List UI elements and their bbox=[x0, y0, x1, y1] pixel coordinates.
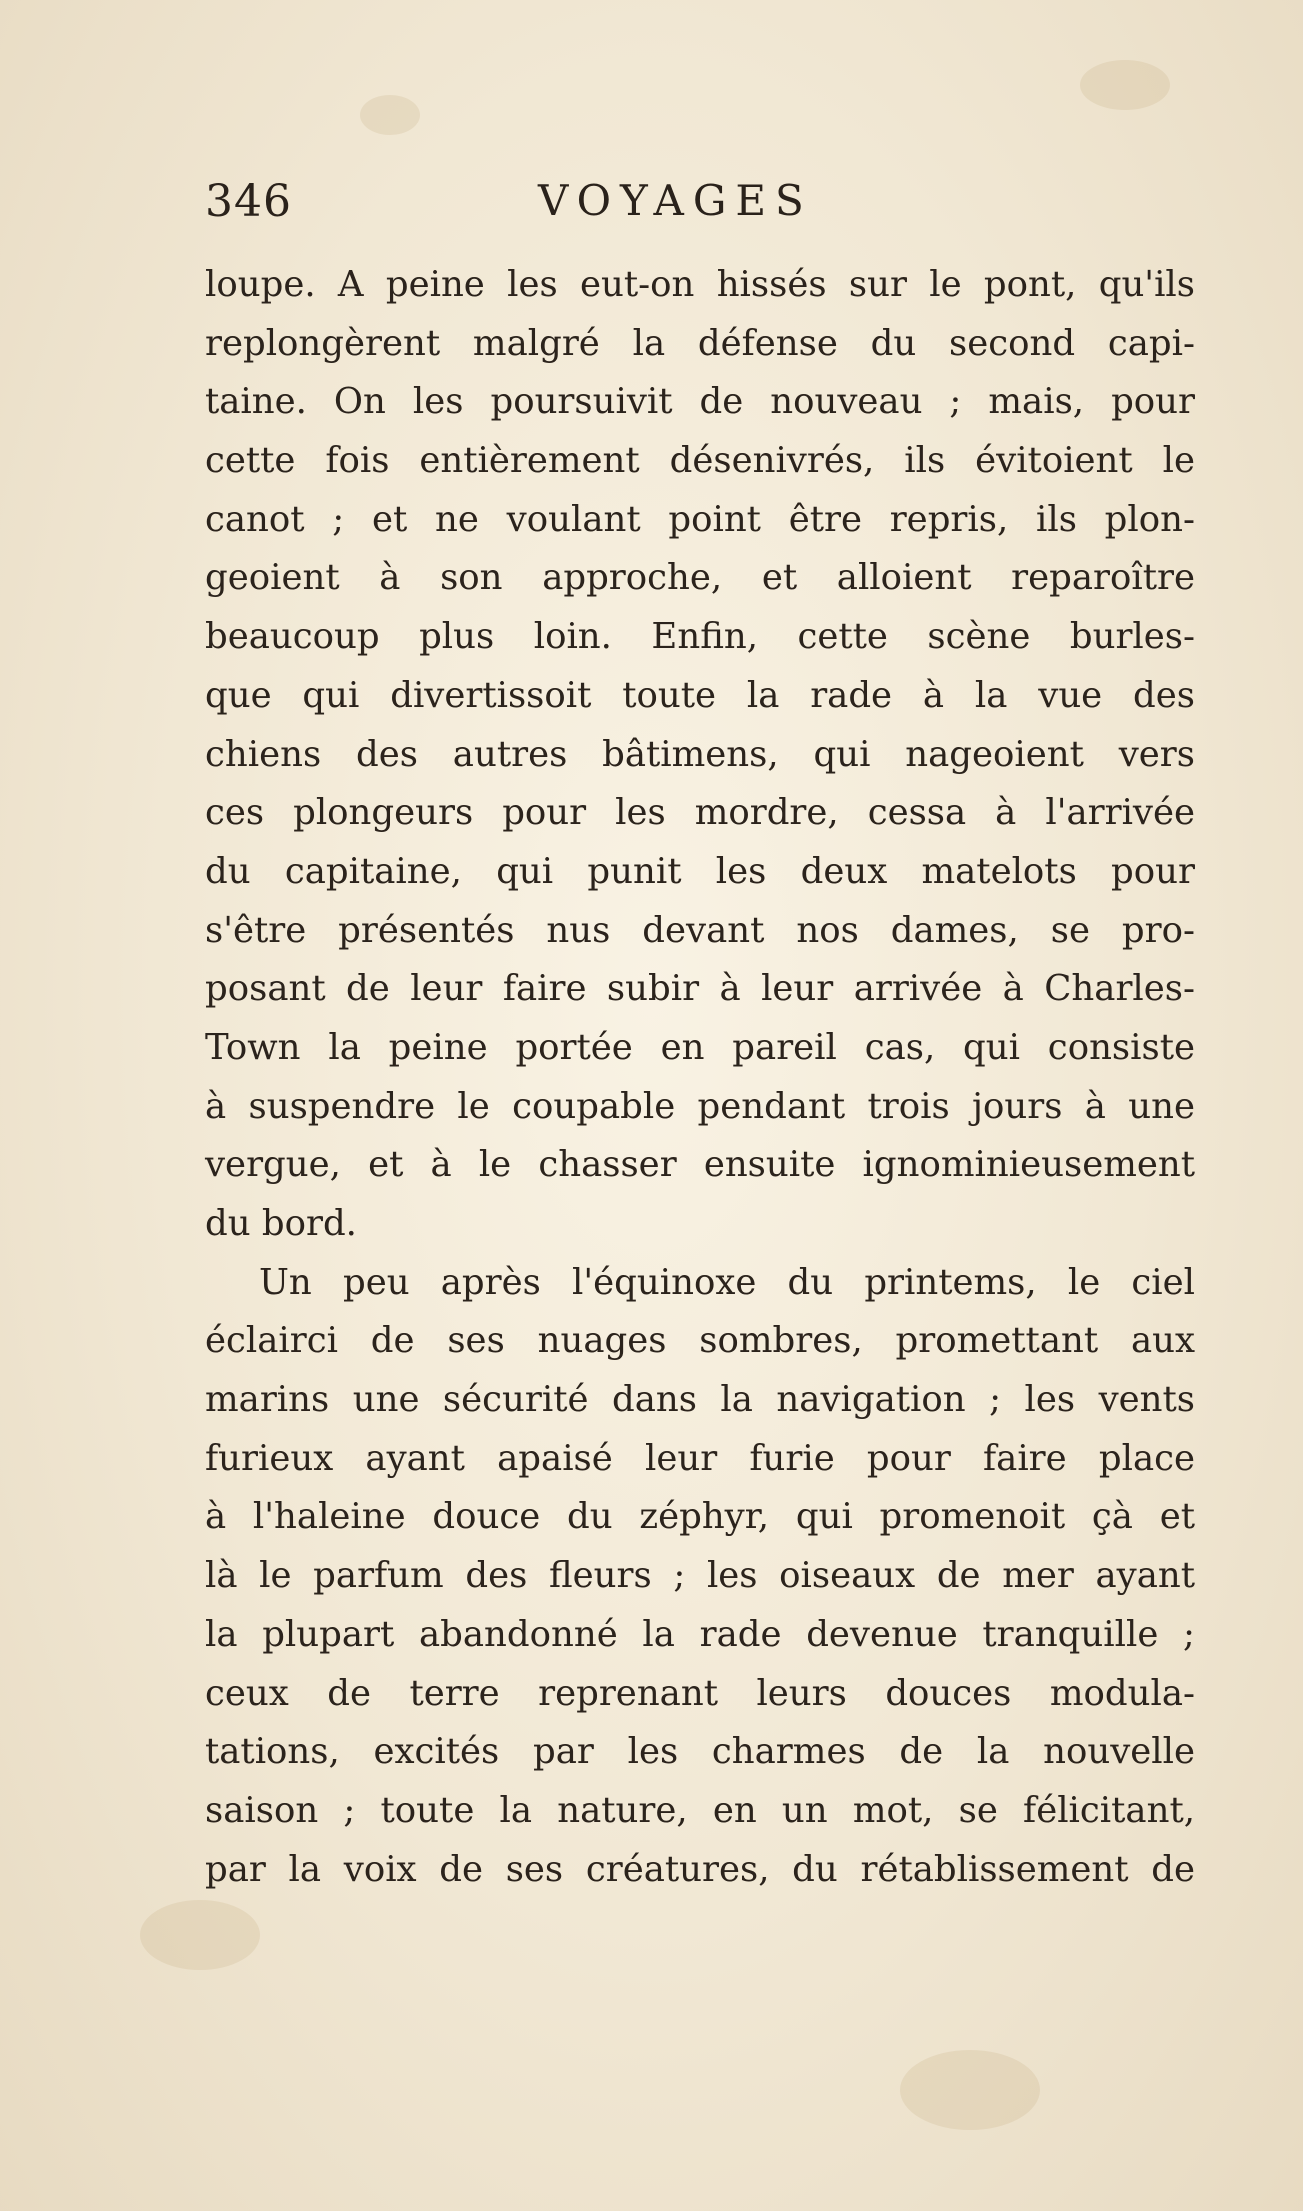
text-line: là le parfum des fleurs ; les oiseaux de mer ayant bbox=[205, 1555, 1195, 1597]
paper-stain bbox=[1080, 60, 1170, 110]
text-line: canot ; et ne voulant point être repris, ils plon- bbox=[205, 498, 1195, 540]
text-line: loupe. A peine les eut-on hissés sur le pont, qu'ils bbox=[205, 264, 1195, 305]
text-line: beaucoup plus loin. Enfin, cette scène burles- bbox=[205, 616, 1195, 658]
text-line: Town la peine portée en pareil cas, qui consiste bbox=[205, 1026, 1195, 1068]
running-title: VOYAGES bbox=[538, 176, 813, 225]
paper-stain bbox=[140, 1900, 260, 1970]
running-head bbox=[205, 176, 1185, 236]
text-line: du bord. bbox=[205, 1203, 357, 1244]
paper-stain bbox=[360, 95, 420, 135]
text-line: à l'haleine douce du zéphyr, qui promenoit çà et bbox=[205, 1496, 1195, 1538]
text-line: geoient à son approche, et alloient reparoître bbox=[205, 557, 1195, 599]
page-number: 346 bbox=[205, 176, 292, 227]
text-line: marins une sécurité dans la navigation ; les vents bbox=[205, 1379, 1195, 1421]
text-line: par la voix de ses créatures, du rétablissement de bbox=[205, 1848, 1195, 1890]
text-line: vergue, et à le chasser ensuite ignominieusement bbox=[205, 1144, 1195, 1186]
text-line: tations, excités par les charmes de la nouvelle bbox=[205, 1731, 1195, 1773]
paper-stain bbox=[900, 2050, 1040, 2130]
text-line: la plupart abandonné la rade devenue tranquille ; bbox=[205, 1613, 1195, 1655]
text-line: ceux de terre reprenant leurs douces modula- bbox=[205, 1672, 1195, 1714]
text-line: furieux ayant apaisé leur furie pour faire place bbox=[205, 1437, 1195, 1479]
text-line: replongèrent malgré la défense du second capi- bbox=[205, 322, 1195, 364]
text-line: éclairci de ses nuages sombres, promettant aux bbox=[205, 1320, 1195, 1362]
text-line: saison ; toute la nature, en un mot, se félicitant, bbox=[205, 1789, 1195, 1831]
text-line: taine. On les poursuivit de nouveau ; mais, pour bbox=[205, 381, 1195, 423]
paragraph bbox=[205, 256, 1195, 1254]
text-line: du capitaine, qui punit les deux matelots pour bbox=[205, 850, 1195, 892]
text-line: ces plongeurs pour les mordre, cessa à l'arrivée bbox=[205, 792, 1195, 834]
text-line: cette fois entièrement désenivrés, ils évitoient le bbox=[205, 440, 1195, 482]
paragraph bbox=[205, 1254, 1195, 1900]
text-line: chiens des autres bâtimens, qui nageoient vers bbox=[205, 733, 1195, 775]
text-line: à suspendre le coupable pendant trois jours à une bbox=[205, 1085, 1195, 1127]
body-text bbox=[205, 256, 1195, 1899]
text-line: posant de leur faire subir à leur arrivée à Charles- bbox=[205, 968, 1195, 1010]
text-line: s'être présentés nus devant nos dames, se pro- bbox=[205, 909, 1195, 951]
text-line: que qui divertissoit toute la rade à la vue des bbox=[205, 674, 1195, 716]
text-line: Un peu après l'équinoxe du printems, le ciel bbox=[259, 1261, 1195, 1303]
